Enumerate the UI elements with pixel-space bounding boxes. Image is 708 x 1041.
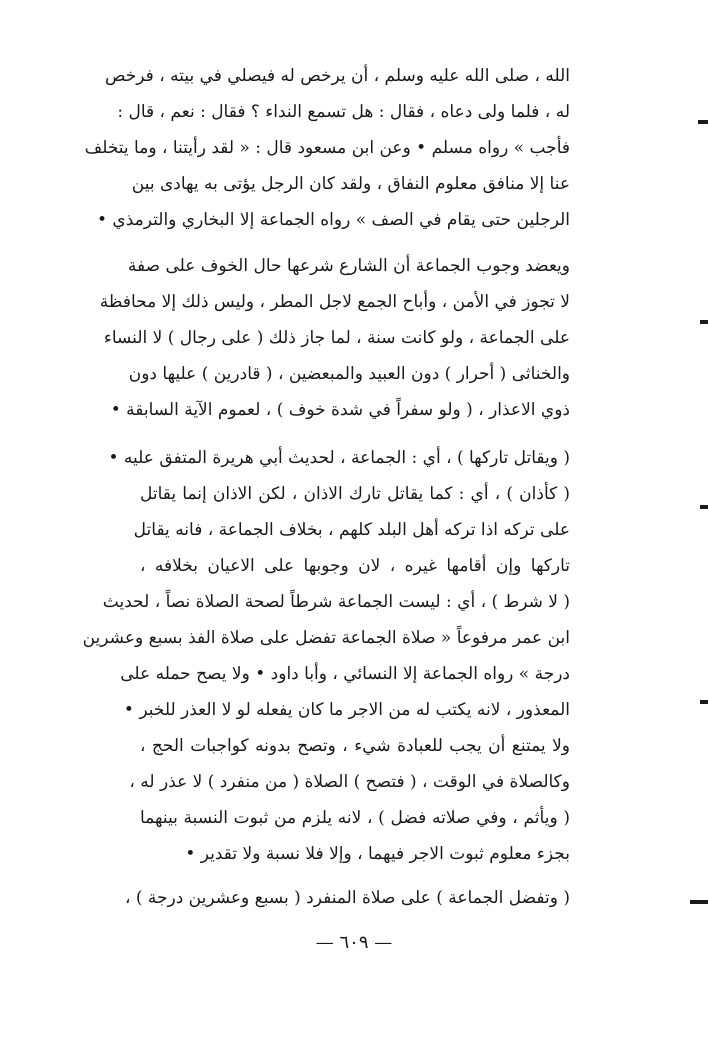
text-line: على تركه اذا تركه أهل البلد كلهم ، بخلاف الجماعة ، فانه يقاتل: [133, 520, 570, 540]
page-number: — ٦٠٩ —: [315, 932, 393, 953]
text-line: على الجماعة ، ولو كانت سنة ، لما جاز ذلك ( على رجال ) لا النساء: [103, 328, 570, 348]
text-line: تاركها وإن أقامها غيره ، لان وجوبها على الاعيان بخلافه ،: [140, 556, 570, 576]
text-line: ويعضد وجوب الجماعة أن الشارع شرعها حال الخوف على صفة: [127, 256, 570, 276]
text-line: عنا إلا منافق معلوم النفاق ، ولقد كان الرجل يؤتى به يهادى بين: [131, 174, 570, 194]
paragraph-3: [82, 440, 570, 872]
text-line: ( وتفضل الجماعة ) على صلاة المنفرد ( بسبع وعشرين درجة ) ،: [124, 888, 570, 908]
margin-mark: [700, 320, 708, 324]
text-line: فأجب » رواه مسلم • وعن ابن مسعود قال : « لقد رأيتنا ، وما يتخلف: [84, 138, 570, 158]
paragraph-1: [84, 58, 570, 238]
margin-mark: [700, 505, 708, 509]
text-line: ولا يمتنع أن يجب للعبادة شيء ، وتصح بدونه كواجبات الحج ،: [140, 736, 570, 756]
text-line: المعذور ، لانه يكتب له من الاجر ما كان يفعله لو لا العذر للخبر •: [123, 700, 570, 720]
text-line: ( ويأثم ، وفي صلاته فضل ) ، لانه يلزم من ثبوت النسبة بينهما: [140, 808, 570, 828]
paragraph-2: [99, 248, 570, 428]
margin-mark: [700, 700, 708, 704]
text-line: ذوي الاعذار ، ( ولو سفراً في شدة خوف ) ، لعموم الآية السابقة •: [110, 400, 570, 420]
text-line: ( كأذان ) ، أي : كما يقاتل تارك الاذان ، لكن الاذان إنما يقاتل: [140, 484, 570, 504]
margin-mark: [690, 900, 708, 904]
margin-mark: [698, 120, 708, 124]
text-line: الله ، صلى الله عليه وسلم ، أن يرخص له فيصلي في بيته ، فرخص: [104, 66, 570, 86]
text-line: ابن عمر مرفوعاً « صلاة الجماعة تفضل على صلاة الفذ بسبع وعشرين: [82, 628, 570, 648]
text-line: بجزء معلوم ثبوت الاجر فيهما ، وإلا فلا نسبة ولا تقدير •: [185, 844, 570, 864]
text-line: الرجلين حتى يقام في الصف » رواه الجماعة إلا البخاري والترمذي •: [96, 210, 570, 230]
text-line: درجة » رواه الجماعة إلا النسائي ، وأبا داود • ولا يصح حمله على: [120, 664, 570, 684]
paragraph-4: [124, 880, 570, 916]
text-line: وكالصلاة في الوقت ، ( فتصح ) الصلاة ( من منفرد ) لا عذر له ،: [129, 772, 570, 792]
text-line: ( ويقاتل تاركها ) ، أي : الجماعة ، لحديث أبي هريرة المتفق عليه •: [108, 448, 570, 468]
text-line: والخناثى ( أحرار ) دون العبيد والمبعضين ، ( قادرين ) عليها دون: [128, 364, 570, 384]
text-line: له ، فلما ولى دعاه ، فقال : هل تسمع النداء ؟ فقال : نعم ، قال :: [117, 102, 570, 122]
text-line: ( لا شرط ) ، أي : ليست الجماعة شرطاً لصحة الصلاة نصاً ، لحديث: [102, 592, 570, 612]
text-line: لا تجوز في الأمن ، وأباح الجمع لاجل المطر ، وليس ذلك إلا محافظة: [99, 292, 570, 312]
